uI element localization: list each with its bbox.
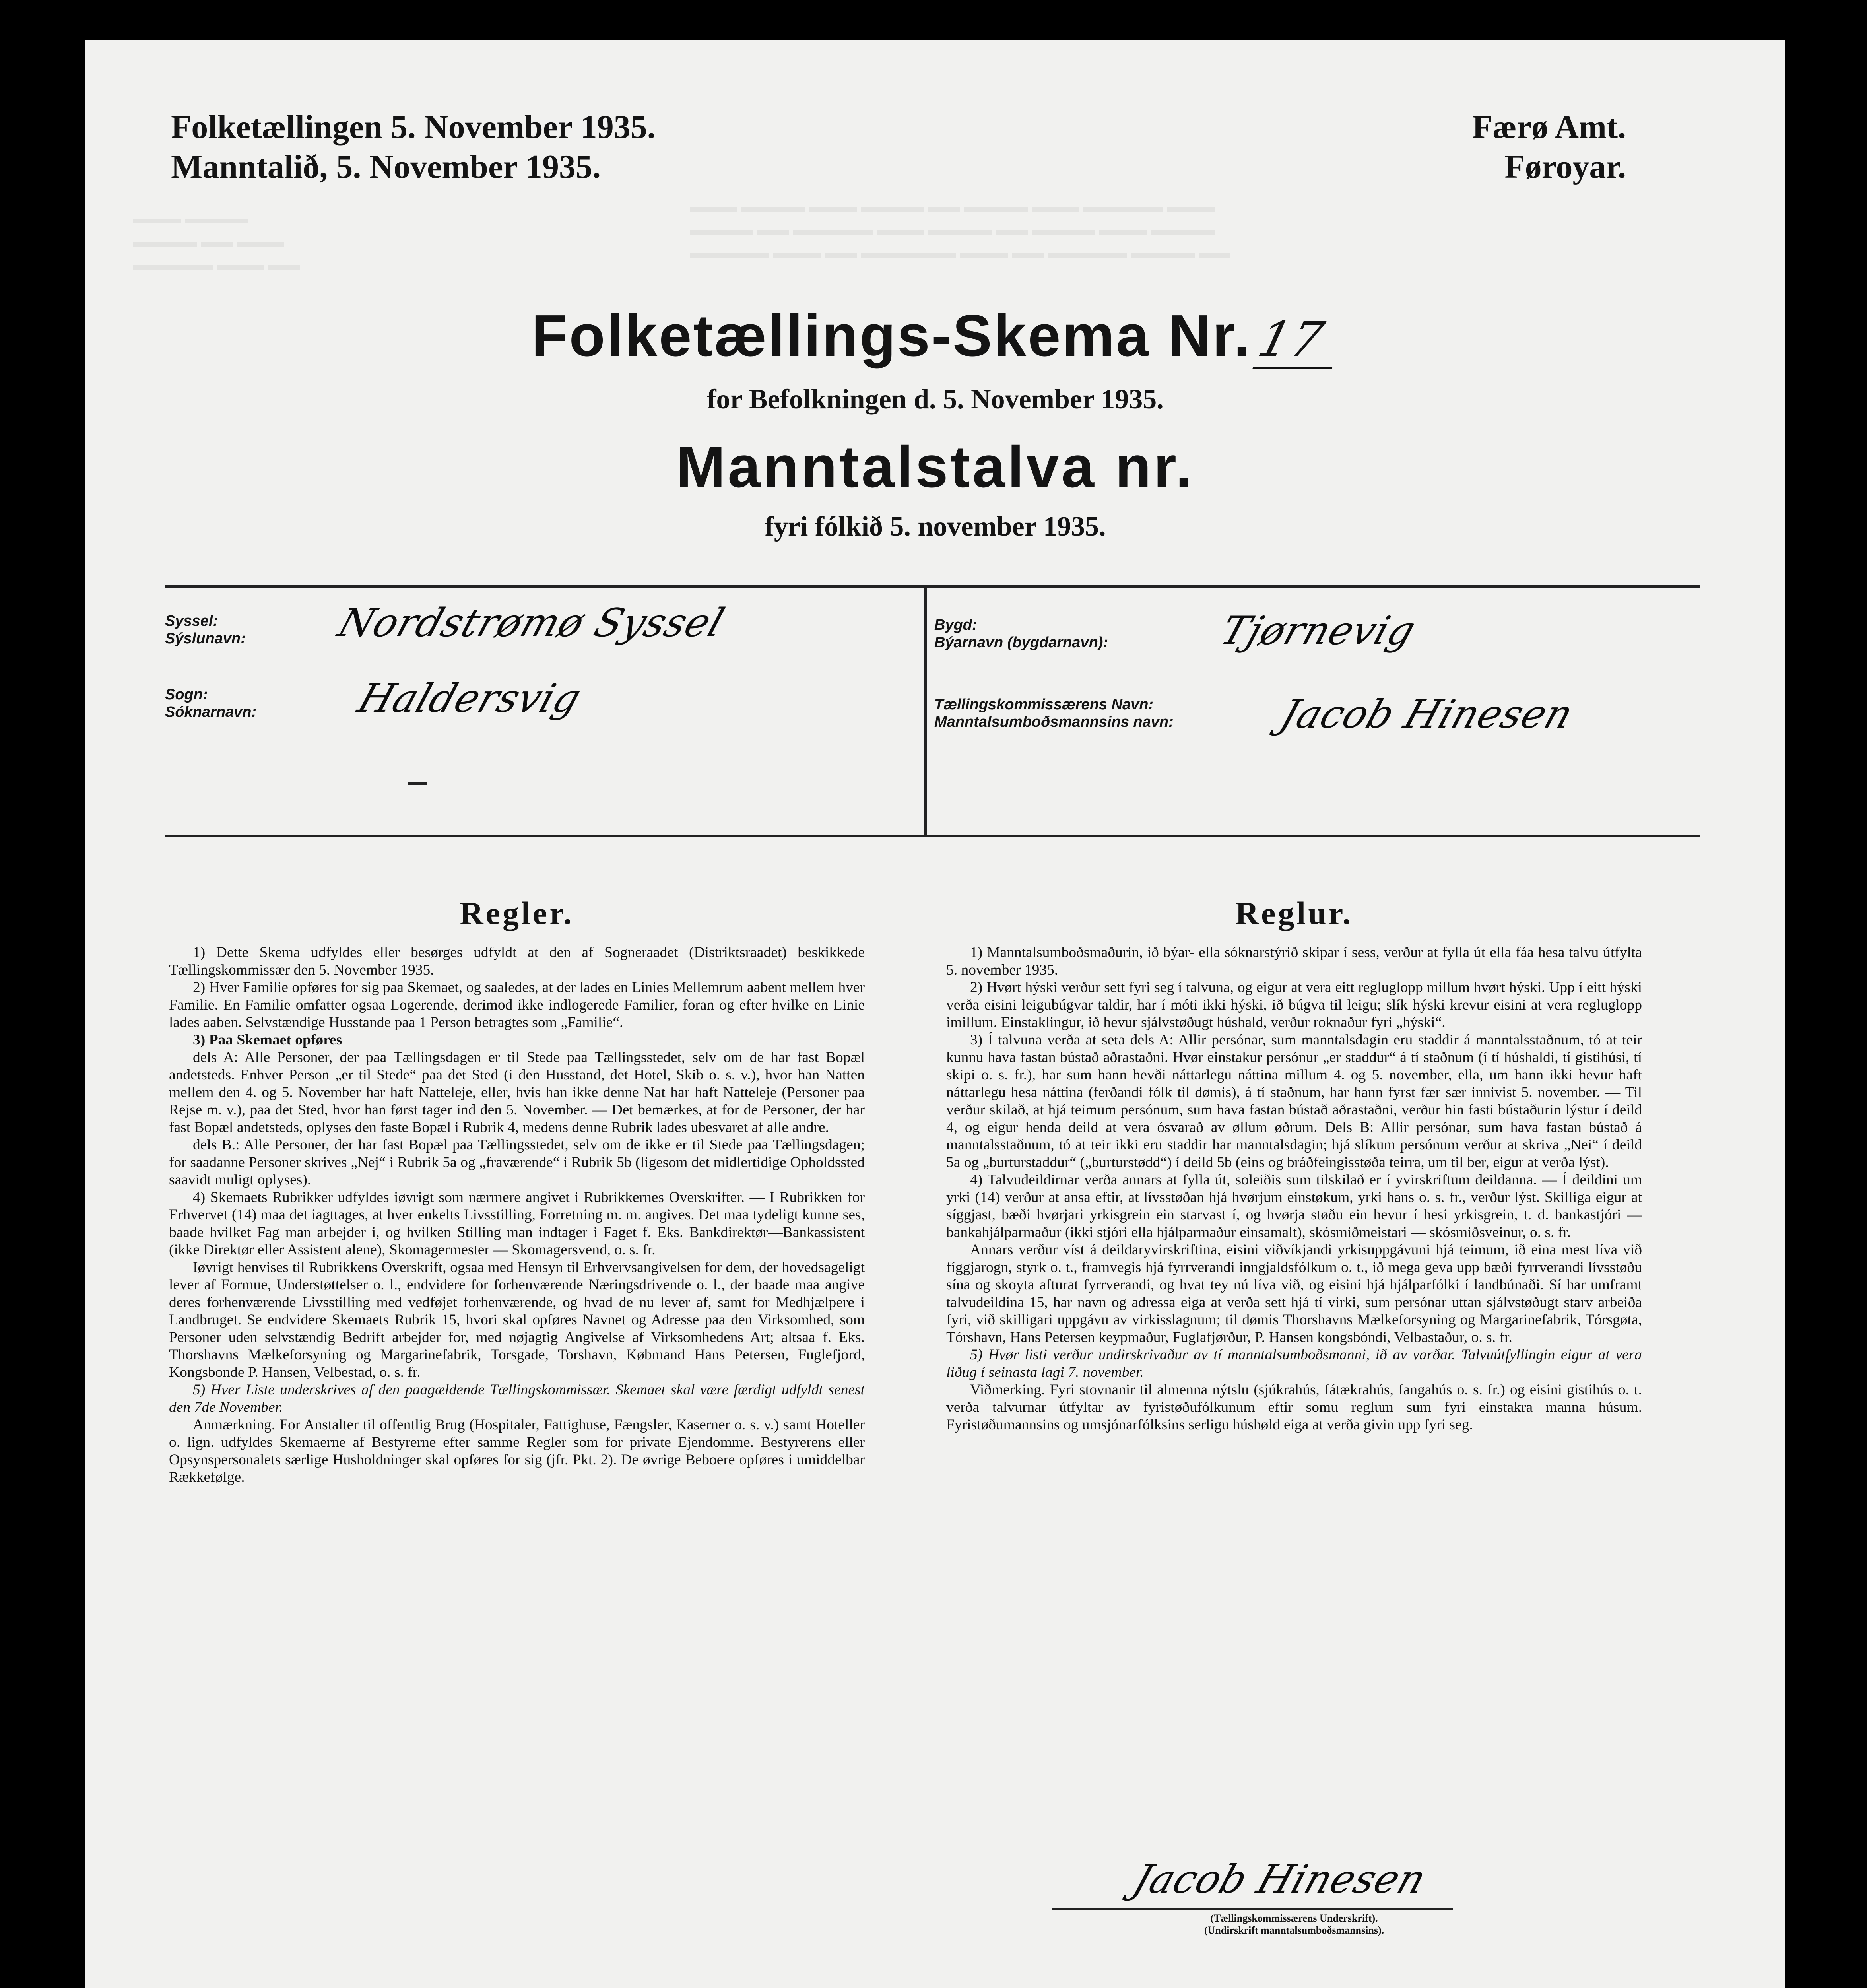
rules-danish-paragraph: 3) Paa Skemaet opføres bbox=[193, 1032, 342, 1048]
rules-danish-paragraph: 4) Skemaets Rubrikker udfyldes iøvrigt som nærmere angivet i Rubrikkernes Overskrifter. — I Rubrikken for Erhvervet (14) maa det iagttages, at hver enkelts Livsstilling, Forretning m. m. angives. Det maa tydeligt kunne ses, baade hvilket Fag man arbejder i, og hvilken Stilling man indtager i Faget f. Eks. Bankdirektør—Bankassistent (ikke Direktør eller Assistent alene), Skomagermester — Skomagersvend, o. s. fr. bbox=[169, 1189, 865, 1258]
signature-caption bbox=[1139, 1912, 1449, 1936]
rules-danish-paragraph: dels B.: Alle Personer, der har fast Bopæl paa Tællingsstedet, selv om de ikke er til Stede paa Tællingsdagen; for saadanne Personer skrives „Nej“ i Rubrik 5a og „fraværende“ i Rubrik 5b (ligesom det midlertidige Opholdssted saavidt muligt oplyses). bbox=[169, 1137, 865, 1188]
rules-faroese bbox=[946, 895, 1642, 1434]
header-county-faroese: Føroyar. bbox=[1504, 148, 1626, 185]
rules-faroese-paragraph: Annars verður víst á deildaryvirskriftina, eisini viðvíkjandi yrkisuppgávuni hjá teimum, ið eina mest líva við fíggjarogn, styrk o. t., framvegis hjá fyrrverandi inngjaldsfólkum o. t., ið mega geva upp bæði fyrrverandi lívsstøðu sína og skoyta afturat fyrrverandi, og hvat tey nú líva við, og eisini hjá hjálparfólki í landbúnaði. Sí har umframt talvudeildina 15, har navn og adressa eiga at verða sett hjá tí virki, sum persónar uttan sjálvstøðugt starv arbeiða fyri, við skilligari uppgávu av virkisslagnum; til dømis Thorshavns Mælkeforsyning og Margarinefabrik, Tórsgøta, Tórshavn, Hans Petersen keypmaður, Fuglafjørður, P. Hansen kongsbóndi, Velbastaður, o. s. fr. bbox=[946, 1242, 1642, 1345]
kommissaer-value: Jacob Hinesen bbox=[1275, 692, 1579, 737]
form-title-text: Folketællings-Skema Nr. bbox=[532, 303, 1252, 369]
rules-faroese-paragraph: 5) Hvør listi verður undirskrivaður av tí manntalsumboðsmanni, ið av varðar. Talvuútfyllingin eigur at vera liðug í seinasta lagi 7. november. bbox=[946, 1347, 1642, 1380]
rules-danish bbox=[169, 895, 865, 1486]
rules-danish-paragraph: 5) Hver Liste underskrives af den paagældende Tællingskommissær. Skemaet skal være færdigt udfyldt senest den 7de November. bbox=[169, 1382, 865, 1415]
header-left bbox=[171, 107, 656, 187]
dash-mark bbox=[408, 782, 427, 785]
kommissaer-label-danish: Tællingskommissærens Navn: bbox=[934, 696, 1154, 713]
bygd-label-faroese: Býarnavn (bygdarnavn): bbox=[934, 634, 1108, 651]
divider-top bbox=[165, 585, 1700, 588]
form-title bbox=[85, 302, 1785, 370]
divider-vertical bbox=[924, 588, 927, 837]
syssel-label bbox=[165, 612, 246, 647]
bygd-value: Tjørnevig bbox=[1215, 608, 1421, 654]
census-form-page bbox=[85, 40, 1785, 1988]
bleed-through-text-left: ▬▬▬ ▬▬▬▬ ▬▬▬▬ ▬▬ ▬▬▬ ▬▬▬▬▬ ▬▬▬ ▬▬ bbox=[133, 209, 300, 273]
form-title-faroese: Manntalstalva nr. bbox=[676, 434, 1194, 500]
form-subtitle-faroese: fyri fólkið 5. november 1935. bbox=[765, 511, 1106, 542]
rules-faroese-paragraph: 2) Hvørt hýski verður sett fyri seg í talvuna, og eigur at vera eitt regluglopp millum hvørt hýski. Upp í eitt hýski verða eisini leigubúgvar taldir, har í móti ikki hýski, ið búgva til leigu; slík hýski krevur eisini at vera regluglopp imillum. Einstaklingur, ið hevur sjálvstøðugt húshald, verður roknaður fyri „hýski“. bbox=[946, 979, 1642, 1031]
syssel-label-faroese: Sýslunavn: bbox=[165, 630, 246, 647]
sogn-label-danish: Sogn: bbox=[165, 686, 208, 703]
rules-danish-paragraph: Anmærkning. For Anstalter til offentlig Brug (Hospitaler, Fattighuse, Fængsler, Kaserner o. s. v.) samt Hoteller o. lign. udfyldes Skemaerne af Bestyrerne efter samme Regler som for private Ejendomme. Bestyrerens eller Opsynspersonalets særlige Husholdninger skal opføres for sig (jfr. Pkt. 2). De øvrige Beboere opføres i umiddelbar Rækkefølge. bbox=[169, 1417, 865, 1485]
bygd-label bbox=[934, 616, 1108, 651]
rules-danish-paragraph: 1) Dette Skema udfyldes eller besørges udfyldt at den af Sogneraadet (Distriktsraadet) beskikkede Tællingskommissær den 5. November 1935. bbox=[169, 944, 865, 978]
header-county: Færø Amt. bbox=[1472, 109, 1626, 146]
signature-handwritten: Jacob Hinesen bbox=[1128, 1857, 1432, 1902]
rules-danish-paragraph: Iøvrigt henvises til Rubrikkens Overskrift, ogsaa med Hensyn til Erhvervsangivelsen for dem, der hovedsageligt lever af Formue, Understøttelser o. l., endvidere for forhenværende Næringsdrivende o. l., der baade maa angive deres forhenværende Livsstilling med vedføjet forhenværende, og hvad de nu lever af, samt for Medhjælpere i Landbruget. Se endvidere Skemaets Rubrik 15, hvori skal opføres Navnet og Adresse paa den Virksomhed, som Personer uden selvstændig Bedrift arbejder for, med nøjagtig Angivelse af Virksomhedens Art; altsaa f. Eks. Thorshavns Mælkeforsyning og Margarinefabrik, Torsgade, Torshavn, Købmand Hans Petersen, Fuglefjord, Kongsbonde P. Hansen, Velbestad, o. s. fr. bbox=[169, 1259, 865, 1380]
rules-faroese-paragraph: 3) Í talvuna verða at seta dels A: Allir persónar, sum manntalsdagin eru staddir á manntalsstaðnum, tó at teir kunnu hava fastan bústað aðrastaðni. Hvør einstakur persónur „er staddur“ á tí staðnum (í tí húshaldi, tí gistihúsi, tí skipi o. s. fr.), har sum hann hevði náttarlegu náttina millum 4. og 5. november, ella, um hann ikki hevur haft náttarlegu hesa náttina (ferðandi fólk til dømis), á tí staðnum, har hann fyrst fær sær innivist 5. november. — Til verður skilað, at hjá teimum persónum, sum hava fastan bústað aðrastaðni, verður hin fasti bústaðurin lýstur í deild 4, og eigur henda deild at vera ósvarað av øllum øðrum. Dels B: Allir persónar, sum hava fastan bústað á manntalsstaðnum, tó at teir ikki eru staddir har manntalsdagin; hjá slíkum persónum verður at skriva „Nei“ í deild 5a og „burturstaddur“ („burturstødd“) í deild 5b (eins og bráðfeingisstøða teirra, um til ber, eigur at verða lýst). bbox=[946, 1032, 1642, 1171]
kommissaer-label-faroese: Manntalsumboðsmannsins navn: bbox=[934, 714, 1174, 730]
bygd-label-danish: Bygd: bbox=[934, 617, 977, 633]
bleed-through-text: ▬▬▬ ▬▬▬▬ ▬▬▬ ▬▬▬▬ ▬▬ ▬▬▬▬ ▬▬▬ ▬▬▬▬▬ ▬▬▬ ▬▬▬▬ ▬▬ ▬▬▬▬▬ ▬▬▬ ▬▬▬▬ ▬▬ ▬▬▬▬ ▬▬▬ ▬▬▬▬ ▬▬▬▬▬ ▬▬▬ ▬▬ ▬▬▬▬▬▬ ▬▬▬ ▬▬ ▬▬▬▬▬ ▬▬▬▬ ▬▬ bbox=[690, 197, 1230, 261]
rules-faroese-paragraph: 1) Manntalsumboðsmaðurin, ið býar- ella sóknarstýrið skipar í sess, verður at fylla út ella fáa hesa talvu útfylta 5. november 1935. bbox=[946, 944, 1642, 978]
syssel-label-danish: Syssel: bbox=[165, 613, 218, 629]
rules-faroese-heading: Reglur. bbox=[1235, 895, 1353, 931]
header-census-title-faroese: Manntalið, 5. November 1935. bbox=[171, 148, 601, 185]
rules-danish-paragraph: 2) Hver Familie opføres for sig paa Skemaet, og saaledes, at der lades en Linies Mellemrum aabent mellem hver Familie. En Familie omfatter ogsaa Logerende, derimod ikke indlogerede Familier, foran og efter hvilke en Linie lades aaben. Selvstændige Husstande paa 1 Person betragtes som „Familie“. bbox=[169, 979, 865, 1031]
header-census-title: Folketællingen 5. November 1935. bbox=[171, 109, 656, 146]
divider-bottom bbox=[165, 835, 1700, 837]
sogn-label-faroese: Sóknarnavn: bbox=[165, 704, 257, 720]
rules-faroese-paragraph: Viðmerking. Fyri stovnanir til almenna nýtslu (sjúkrahús, fátækrahús, fangahús o. s. fr.) og eisini gistihús o. t. verða talvurnar útfyltar av fyristøðufólkunum eftir somu reglum sum fyri einstakra manna húsum. Fyristøðumannsins og umsjónarfólksins serligu húshøld eiga at verða givin upp fyri seg. bbox=[946, 1382, 1642, 1433]
form-number-handwritten: 17 bbox=[1252, 312, 1346, 369]
rules-danish-heading: Regler. bbox=[460, 895, 574, 931]
signature-caption-faroese: (Undirskrift manntalsumboðsmannsins). bbox=[1204, 1924, 1384, 1936]
signature-caption-danish: (Tællingskommissærens Underskrift). bbox=[1210, 1912, 1378, 1924]
rules-faroese-paragraph: 4) Talvudeildirnar verða annars at fylla út, soleiðis sum tilskilað er í yvirskriftum deildanna. — Í deildini um yrki (14) verður at ansa eftir, at lívsstøðan hjá hvørjum einstøkum, yrki hans o. s. fr., verður lýst. Skilliga eigur at síggjast, bæði hvørjari yrkisgrein ein starvast í, og hvørja støðu ein hevur í hesi yrkisgrein, t. d. bankastjóri — bankahjálparmaður (ikki stjóri ella hjálparmaður einsamalt), skósmiðmeistari — skósmiðsveinur, o. s. fr. bbox=[946, 1172, 1642, 1241]
header-right bbox=[1472, 107, 1626, 187]
signature-line bbox=[1052, 1908, 1453, 1910]
form-subtitle: for Befolkningen d. 5. November 1935. bbox=[707, 384, 1164, 415]
sogn-value: Haldersvig bbox=[352, 676, 587, 721]
rules-danish-paragraph: dels A: Alle Personer, der paa Tællingsdagen er til Stede paa Tællingsstedet, selv om de har fast Bopæl andetsteds. Enhver Person „er til Stede“ paa det Sted (i den Husstand, det Hotel, Skib o. s. v.), hvor han Natten mellem den 4. og 5. November har haft Natteleje, eller, hvis han ikke denne Nat har haft Natteleje (Personer paa Rejse m. v.), paa det Sted, hvor han først tager ind den 5. November. — Det bemærkes, at for de Personer, der har fast Bopæl andetsteds, oplyses den faste Bopæl i Rubrik 4, medens denne Rubrik lades ubesvaret af alle andre. bbox=[169, 1049, 865, 1136]
kommissaer-label bbox=[934, 696, 1174, 731]
syssel-value: Nordstrømø Syssel bbox=[332, 600, 730, 646]
sogn-label bbox=[165, 686, 256, 721]
